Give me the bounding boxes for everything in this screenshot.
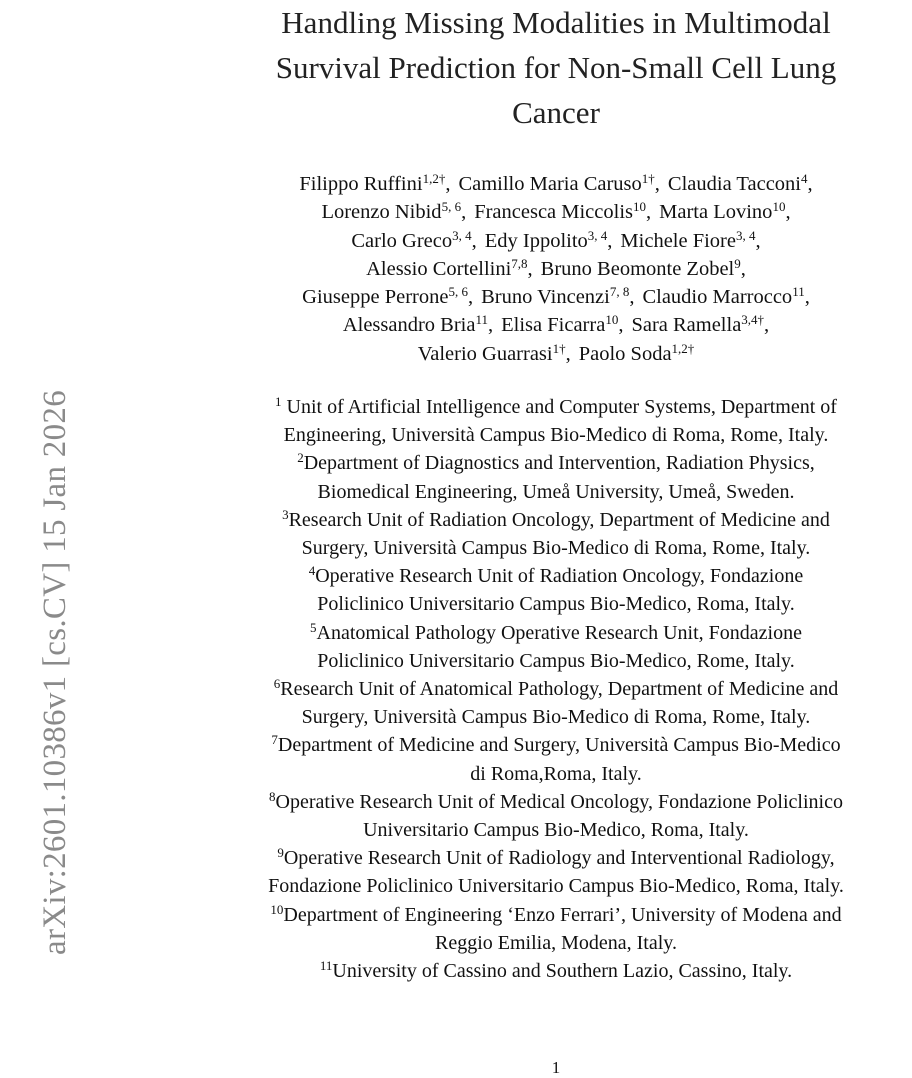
author-affiliation-marks: 1,2† xyxy=(671,340,695,356)
affiliation-line xyxy=(200,760,912,788)
author-line xyxy=(200,340,912,368)
author-name: Marta Lovino xyxy=(659,201,773,224)
affiliation-text: Surgery, Università Campus Bio-Medico di Roma, Rome, Italy. xyxy=(301,537,811,560)
author: Giuseppe Perrone$^{5, 6}$, xyxy=(302,284,474,309)
author: Carlo Greco$^{3, 4}$, xyxy=(351,227,477,252)
affiliation-text: Department of Diagnostics and Intervention, Radiation Physics, xyxy=(303,452,815,475)
affiliation-text: Fondazione Policlinico Universitario Campus Bio-Medico, Roma, Italy. xyxy=(268,875,844,898)
author-affiliation-marks: 1† xyxy=(641,171,655,186)
author-name: Valerio Guarrasi xyxy=(417,342,553,365)
author-affiliation-marks: 5, 6 xyxy=(441,199,462,215)
author-affiliation-marks: 4 xyxy=(801,171,808,186)
author-line xyxy=(200,311,912,339)
author-line xyxy=(200,227,912,255)
affiliation-line xyxy=(200,731,912,759)
author: Michele Fiore$^{3, 4}$, xyxy=(620,227,761,252)
author: Bruno Beomonte Zobel$^9$, xyxy=(540,255,746,280)
affiliation-number: 4 xyxy=(308,563,316,579)
author-affiliation-marks: 5, 6 xyxy=(448,284,468,300)
affiliation-number: 8 xyxy=(269,788,276,804)
affiliation-number: 3 xyxy=(282,506,289,522)
affiliation-text: di Roma,Roma, Italy. xyxy=(470,762,642,785)
author-list xyxy=(200,170,912,368)
author: Valerio Guarrasi$^{1\dagger}$, xyxy=(417,340,571,365)
affiliation-line xyxy=(200,844,912,872)
author: Lorenzo Nibid$^{5, 6}$, xyxy=(321,199,467,224)
affiliation-line xyxy=(200,534,912,562)
author-line xyxy=(200,255,912,283)
author-name: Filippo Ruffini xyxy=(299,173,423,195)
author-name: Bruno Vincenzi xyxy=(481,286,610,309)
affiliation-line xyxy=(200,957,912,985)
title-line: Cancer xyxy=(512,95,600,130)
affiliation-line xyxy=(200,816,912,844)
author-name: Claudio Marrocco xyxy=(642,286,793,309)
author-affiliation-marks: 7,8 xyxy=(511,255,528,271)
affiliation-text: Unit of Artificial Intelligence and Computer Systems, Department of xyxy=(281,396,837,418)
affiliation-line xyxy=(200,478,912,506)
author: Filippo Ruffini$^{1,2\dagger}$, xyxy=(299,171,451,195)
affiliation-text: Operative Research Unit of Medical Oncology, Fondazione Policlinico xyxy=(275,790,843,813)
author-affiliation-marks: 3,4† xyxy=(741,312,765,328)
author-name: Carlo Greco xyxy=(351,229,453,252)
author: Francesca Miccolis$^{10}$, xyxy=(474,199,652,224)
affiliation-number: 7 xyxy=(271,732,278,748)
author-affiliation-marks: 11 xyxy=(475,312,489,328)
paper-title xyxy=(200,0,912,135)
affiliation-line xyxy=(200,788,912,816)
affiliation-line xyxy=(200,421,912,449)
author: Camillo Maria Caruso$^{1\dagger}$, xyxy=(458,171,660,195)
author-name: Paolo Soda xyxy=(578,342,672,365)
affiliation-text: Operative Research Unit of Radiology and Interventional Radiology, xyxy=(283,847,835,870)
author-line xyxy=(200,198,912,226)
affiliation-line xyxy=(200,562,912,590)
author-line xyxy=(200,170,912,198)
affiliation-number: 1 xyxy=(275,394,282,409)
author-affiliation-marks: 7, 8 xyxy=(609,284,630,300)
affiliation-text: University of Cassino and Southern Lazio, Cassino, Italy. xyxy=(332,960,793,983)
author: Claudio Marrocco$^{11}$, xyxy=(642,284,810,309)
author-affiliation-marks: 11 xyxy=(792,284,805,300)
affiliation-text: Policlinico Universitario Campus Bio-Medico, Rome, Italy. xyxy=(317,649,795,672)
affiliation-text: Biomedical Engineering, Umeå University, Umeå, Sweden. xyxy=(317,480,795,503)
affiliation-line xyxy=(200,590,912,618)
affiliation-number: 9 xyxy=(277,845,284,861)
page-number: 1 xyxy=(551,1058,561,1077)
affiliation-text: Department of Engineering ‘Enzo Ferrari’, University of Modena and xyxy=(283,903,842,926)
affiliation-text: Policlinico Universitario Campus Bio-Medico, Roma, Italy. xyxy=(317,593,795,616)
author-name: Francesca Miccolis xyxy=(474,201,634,224)
author-name: Lorenzo Nibid xyxy=(321,201,442,224)
author: Alessio Cortellini$^{7,8}$, xyxy=(366,255,533,280)
author-name: Alessio Cortellini xyxy=(366,257,512,280)
author-name: Giuseppe Perrone xyxy=(302,286,449,309)
author-name: Edy Ippolito xyxy=(484,229,588,252)
author-affiliation-marks: 3, 4 xyxy=(736,227,756,243)
affiliation-number: 5 xyxy=(310,619,317,635)
author-affiliation-marks: 3, 4 xyxy=(587,227,608,243)
author-name: Camillo Maria Caruso xyxy=(458,173,642,195)
author: Edy Ippolito$^{3, 4}$, xyxy=(484,227,613,252)
arxiv-identifier-stamp: arXiv:2601.10386v1 [cs.CV] 15 Jan 2026 xyxy=(37,389,73,955)
affiliation-text: Reggio Emilia, Modena, Italy. xyxy=(435,931,677,954)
author xyxy=(578,340,695,365)
author-affiliation-marks: 10 xyxy=(633,199,647,215)
affiliation-line xyxy=(200,506,912,534)
author-name: Elisa Ficarra xyxy=(501,314,606,337)
author-name: Claudia Tacconi xyxy=(667,173,802,195)
author-affiliation-marks: 3, 4 xyxy=(452,227,472,243)
affiliation-line xyxy=(200,449,912,477)
author: Alessandro Bria$^{11}$, xyxy=(342,312,494,337)
affiliation-line xyxy=(200,393,912,421)
title-line: Handling Missing Modalities in Multimodal xyxy=(281,5,831,40)
affiliation-text: Research Unit of Radiation Oncology, Department of Medicine and xyxy=(288,508,830,531)
author: Claudia Tacconi$^4$, xyxy=(667,171,813,195)
affiliation-line xyxy=(200,647,912,675)
author-affiliation-marks: 9 xyxy=(734,255,741,271)
affiliation-number: 2 xyxy=(297,450,304,466)
author: Bruno Vincenzi$^{7, 8}$, xyxy=(481,284,635,309)
author-name: Sara Ramella xyxy=(631,314,742,337)
author-name: Bruno Beomonte Zobel xyxy=(540,257,735,280)
affiliation-text: Engineering, Università Campus Bio-Medico di Roma, Rome, Italy. xyxy=(283,424,829,447)
affiliation-text: Anatomical Pathology Operative Research Unit, Fondazione xyxy=(316,621,802,644)
affiliation-line xyxy=(200,675,912,703)
author: Elisa Ficarra$^{10}$, xyxy=(501,312,624,337)
author-name: Michele Fiore xyxy=(620,229,736,252)
author-affiliation-marks: 10 xyxy=(605,312,619,328)
author: Marta Lovino$^{10}$, xyxy=(659,199,791,224)
author-name: Alessandro Bria xyxy=(342,314,476,337)
author-affiliation-marks: 1† xyxy=(552,340,566,356)
affiliation-line xyxy=(200,872,912,900)
affiliation-line xyxy=(200,703,912,731)
title-line: Survival Prediction for Non-Small Cell Lung xyxy=(275,50,837,85)
affiliation-line xyxy=(200,619,912,647)
affiliation-line xyxy=(200,929,912,957)
affiliation-number: 6 xyxy=(273,676,281,692)
affiliation-number: 11 xyxy=(319,958,333,974)
author-affiliation-marks: 10 xyxy=(772,199,786,215)
affiliation-number: 10 xyxy=(270,901,284,917)
affiliation-text: Surgery, Università Campus Bio-Medico di Roma, Rome, Italy. xyxy=(301,706,811,729)
author-affiliation-marks: 1,2† xyxy=(422,171,446,186)
affiliation-line xyxy=(200,901,912,929)
affiliation-text: Universitario Campus Bio-Medico, Roma, Italy. xyxy=(363,819,749,842)
author-line xyxy=(200,283,912,311)
affiliation-list xyxy=(200,393,912,985)
affiliation-text: Department of Medicine and Surgery, Università Campus Bio-Medico xyxy=(277,734,841,757)
affiliation-text: Research Unit of Anatomical Pathology, Department of Medicine and xyxy=(280,678,839,701)
author: Sara Ramella$^{3,4\dagger}$, xyxy=(631,312,770,337)
affiliation-text: Operative Research Unit of Radiation Oncology, Fondazione xyxy=(315,565,804,588)
